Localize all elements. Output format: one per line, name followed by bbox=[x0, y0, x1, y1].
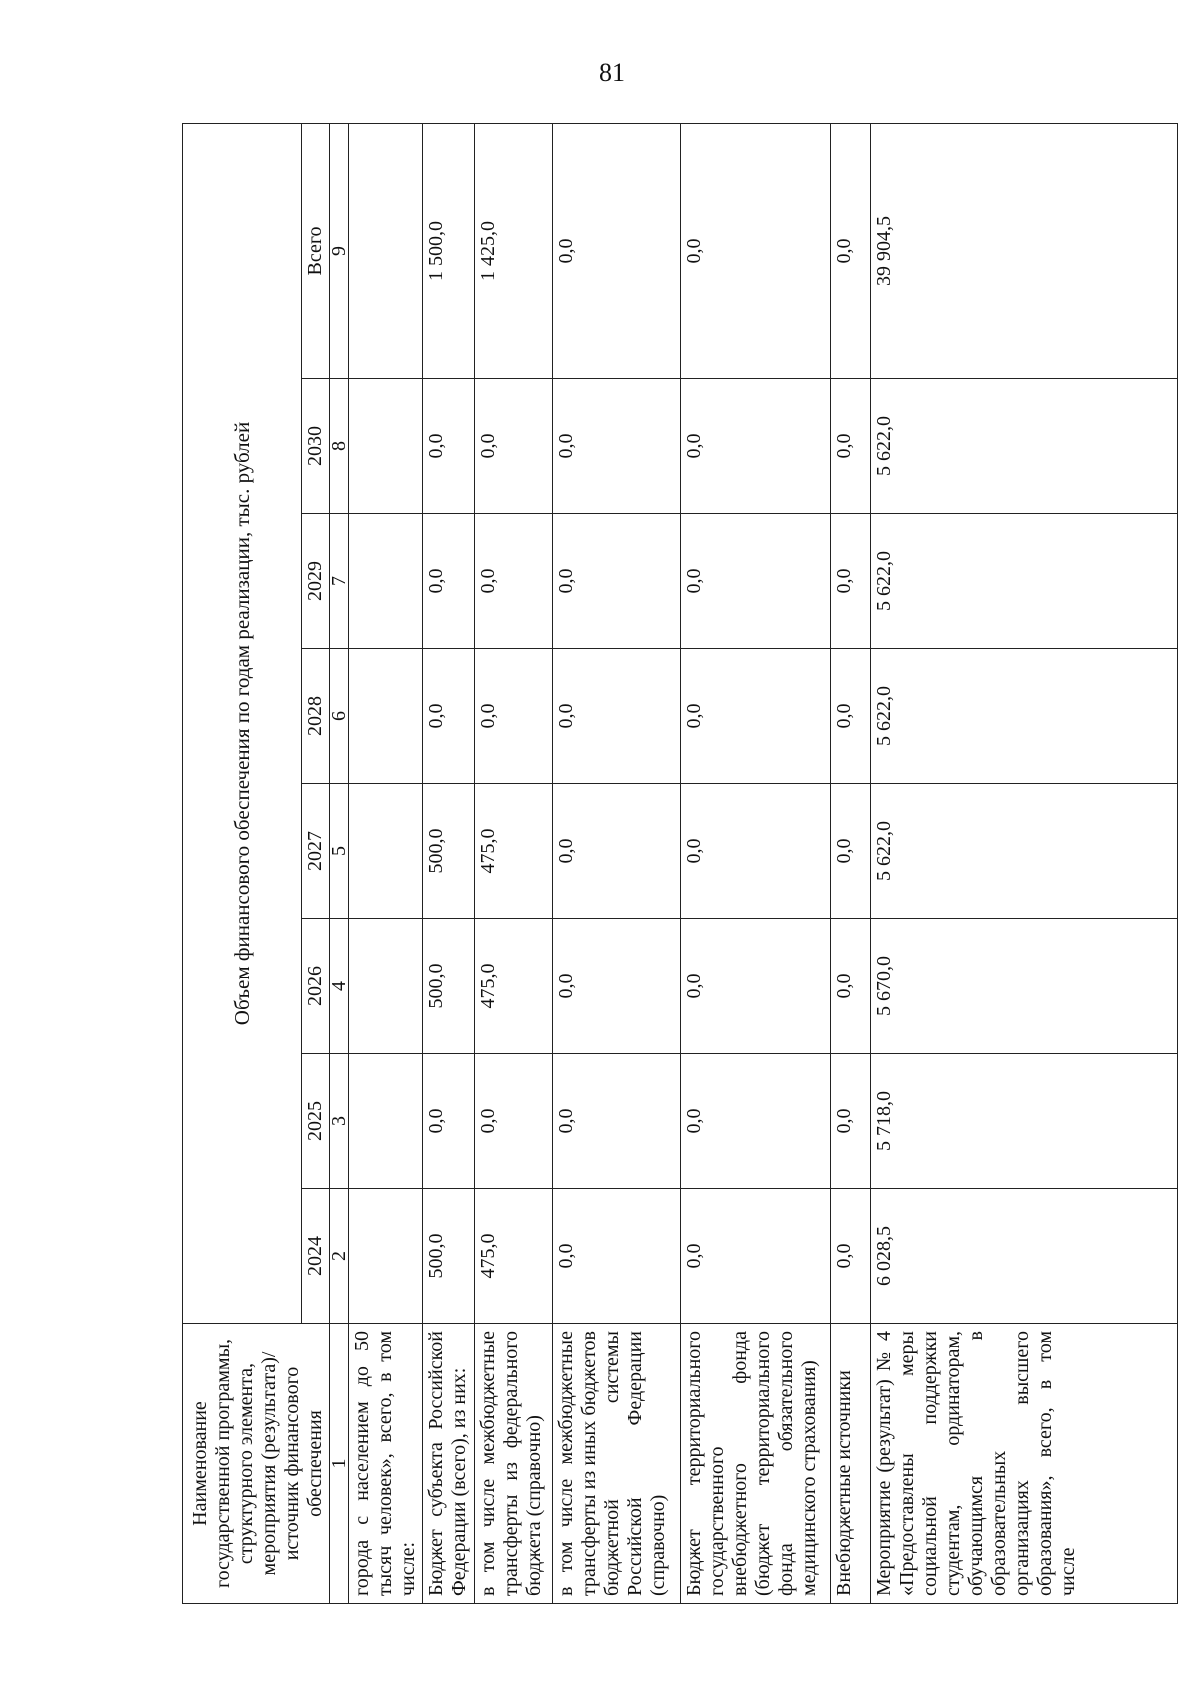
value-cell bbox=[349, 379, 423, 514]
value-cell: 0,0 bbox=[553, 649, 681, 784]
name-column-header: Наименование государственной программы, структурного элемента, мероприятия (результата)/источник финансового обеспечения bbox=[183, 1324, 330, 1604]
value-cell: 0,0 bbox=[475, 1054, 553, 1189]
table-row bbox=[681, 123, 831, 1603]
value-cell bbox=[349, 514, 423, 649]
column-number: 6 bbox=[330, 649, 349, 784]
value-cell: 5 622,0 bbox=[871, 379, 1178, 514]
value-cell: 0,0 bbox=[681, 514, 831, 649]
value-cell bbox=[349, 784, 423, 919]
value-cell: 0,0 bbox=[553, 784, 681, 919]
value-cell: 0,0 bbox=[681, 379, 831, 514]
row-label: Внебюджетные источники bbox=[831, 1324, 871, 1604]
value-cell: 5 622,0 bbox=[871, 649, 1178, 784]
table-row bbox=[831, 123, 871, 1603]
value-cell: 0,0 bbox=[831, 123, 871, 378]
column-number: 7 bbox=[330, 514, 349, 649]
value-cell: 0,0 bbox=[681, 784, 831, 919]
value-cell: 0,0 bbox=[681, 123, 831, 378]
value-cell: 475,0 bbox=[475, 1189, 553, 1324]
year-header: 2029 bbox=[302, 514, 330, 649]
value-cell: 0,0 bbox=[831, 1054, 871, 1189]
column-number: 3 bbox=[330, 1054, 349, 1189]
row-label: Бюджет субъекта Российской Федерации (всего), из них: bbox=[423, 1324, 475, 1604]
value-cell: 1 500,0 bbox=[423, 123, 475, 378]
row-label: в том числе межбюджетные трансферты из федерального бюджета (справочно) bbox=[475, 1324, 553, 1604]
year-header: 2025 bbox=[302, 1054, 330, 1189]
total-header: Всего bbox=[302, 123, 330, 378]
row-label: в том числе межбюджетные трансферты из иных бюджетов бюджетной системы Российской Федерации (справочно) bbox=[553, 1324, 681, 1604]
row-label: Мероприятие (результат) № 4 «Предоставлены меры социальной поддержки студентам, ординаторам, обучающимся в образовательных организациях высшего образования», всего, в том числе bbox=[871, 1324, 1178, 1604]
year-header: 2026 bbox=[302, 919, 330, 1054]
table-row bbox=[871, 123, 1178, 1603]
value-cell: 0,0 bbox=[423, 514, 475, 649]
value-cell: 0,0 bbox=[831, 514, 871, 649]
rotated-table-wrapper bbox=[182, 124, 1087, 1604]
year-header: 2028 bbox=[302, 649, 330, 784]
value-cell: 0,0 bbox=[831, 379, 871, 514]
value-cell: 5 622,0 bbox=[871, 514, 1178, 649]
value-cell: 0,0 bbox=[475, 379, 553, 514]
column-number: 8 bbox=[330, 379, 349, 514]
financing-volume-header: Объем финансового обеспечения по годам реализации, тыс. рублей bbox=[183, 123, 302, 1323]
value-cell: 500,0 bbox=[423, 784, 475, 919]
value-cell: 475,0 bbox=[475, 784, 553, 919]
value-cell: 0,0 bbox=[553, 1189, 681, 1324]
year-header: 2030 bbox=[302, 379, 330, 514]
value-cell: 475,0 bbox=[475, 919, 553, 1054]
value-cell: 0,0 bbox=[553, 1054, 681, 1189]
value-cell: 0,0 bbox=[423, 379, 475, 514]
value-cell: 0,0 bbox=[423, 1054, 475, 1189]
column-number-row bbox=[330, 123, 349, 1603]
value-cell: 500,0 bbox=[423, 1189, 475, 1324]
value-cell: 0,0 bbox=[475, 514, 553, 649]
value-cell: 0,0 bbox=[831, 919, 871, 1054]
value-cell: 0,0 bbox=[681, 1054, 831, 1189]
value-cell bbox=[349, 649, 423, 784]
value-cell: 0,0 bbox=[831, 1189, 871, 1324]
financing-table bbox=[182, 123, 1178, 1604]
value-cell: 0,0 bbox=[553, 514, 681, 649]
value-cell: 0,0 bbox=[553, 379, 681, 514]
value-cell: 6 028,5 bbox=[871, 1189, 1178, 1324]
value-cell bbox=[349, 1054, 423, 1189]
value-cell: 1 425,0 bbox=[475, 123, 553, 378]
value-cell: 0,0 bbox=[553, 123, 681, 378]
value-cell: 0,0 bbox=[681, 1189, 831, 1324]
column-number: 1 bbox=[330, 1324, 349, 1604]
value-cell: 5 670,0 bbox=[871, 919, 1178, 1054]
value-cell bbox=[349, 1189, 423, 1324]
column-number: 9 bbox=[330, 123, 349, 378]
value-cell: 0,0 bbox=[831, 649, 871, 784]
value-cell bbox=[349, 919, 423, 1054]
column-number: 2 bbox=[330, 1189, 349, 1324]
page-number: 81 bbox=[599, 58, 625, 87]
table-row bbox=[475, 123, 553, 1603]
value-cell: 0,0 bbox=[681, 649, 831, 784]
value-cell: 5 622,0 bbox=[871, 784, 1178, 919]
column-number: 4 bbox=[330, 919, 349, 1054]
value-cell: 39 904,5 bbox=[871, 123, 1178, 378]
value-cell: 0,0 bbox=[423, 649, 475, 784]
value-cell: 5 718,0 bbox=[871, 1054, 1178, 1189]
table-row bbox=[349, 123, 423, 1603]
year-header: 2024 bbox=[302, 1189, 330, 1324]
column-number: 5 bbox=[330, 784, 349, 919]
row-label: города с населением до 50 тысяч человек», всего, в том числе: bbox=[349, 1324, 423, 1604]
value-cell: 0,0 bbox=[681, 919, 831, 1054]
row-label: Бюджет территориального государственного внебюджетного фонда (бюджет территориального фонда обязательного медицинского страхования) bbox=[681, 1324, 831, 1604]
table-row bbox=[553, 123, 681, 1603]
table-row bbox=[423, 123, 475, 1603]
value-cell: 0,0 bbox=[831, 784, 871, 919]
value-cell: 0,0 bbox=[475, 649, 553, 784]
value-cell: 0,0 bbox=[553, 919, 681, 1054]
year-header: 2027 bbox=[302, 784, 330, 919]
value-cell bbox=[349, 123, 423, 378]
value-cell: 500,0 bbox=[423, 919, 475, 1054]
